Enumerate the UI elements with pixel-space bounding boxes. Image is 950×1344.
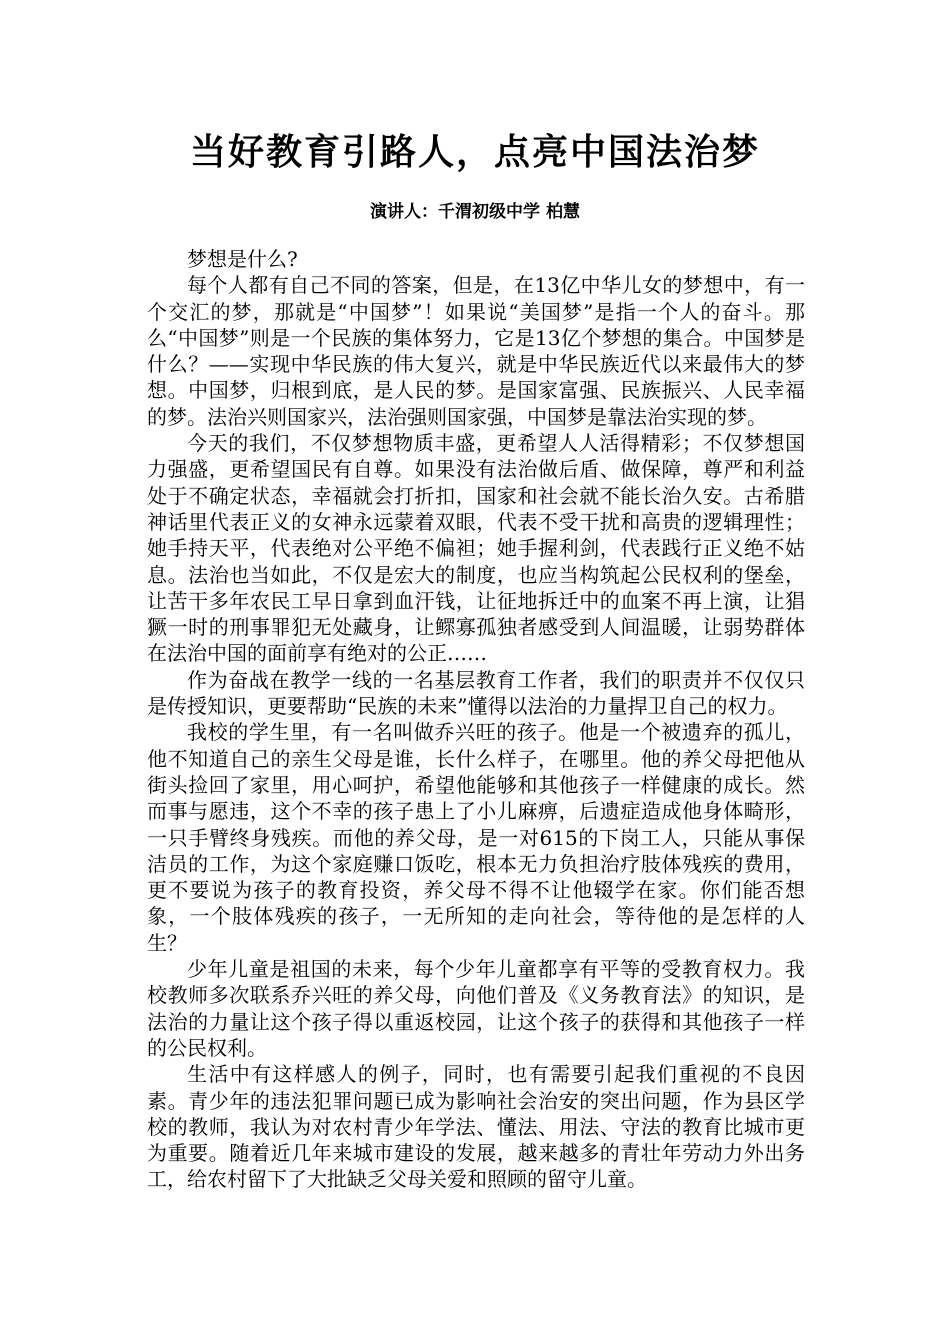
paragraph-educator-duty: 作为奋战在教学一线的一名基层教育工作者，我们的职责并不仅仅只是传授知识，更要帮助“民族的未来”懂得以法治的力量捍卫自己的权力。	[147, 667, 805, 719]
speaker-byline: 演讲人：千渭初级中学 柏慧	[370, 202, 580, 222]
paragraph-china-dream: 每个人都有自己不同的答案，但是，在13亿中华儿女的梦想中，有一个交汇的梦，那就是“中国梦”！如果说“美国梦”是指一个人的奋斗。那么“中国梦”则是一个民族的集体努力，它是13亿个梦想的集合。中国梦是什么？——实现中华民族的伟大复兴，就是中华民族近代以来最伟大的梦想。中国梦，归根到底，是人民的梦。是国家富强、民族振兴、人民幸福的梦。法治兴则国家兴，法治强则国家强，中国梦是靠法治实现的梦。	[147, 273, 805, 429]
speech-body	[147, 246, 805, 1193]
speech-title: 当好教育引路人，点亮中国法治梦	[189, 131, 760, 173]
paragraph-education-right: 少年儿童是祖国的未来，每个少年儿童都享有平等的受教育权力。我校教师多次联系乔兴旺的养父母，向他们普及《义务教育法》的知识，是法治的力量让这个孩子得以重返校园，让这个孩子的获得和其他孩子一样的公民权利。	[147, 957, 805, 1060]
paragraph-question: 梦想是什么?	[187, 247, 298, 271]
paragraph-juvenile-issues: 生活中有这样感人的例子，同时，也有需要引起我们重视的不良因素。青少年的违法犯罪问题已成为影响社会治安的突出问题，作为县区学校的教师，我认为对农村青少年学法、懂法、用法、守法的教育比城市更为重要。随着近几年来城市建设的发展，越来越多的青壮年劳动力外出务工，给农村留下了大批缺乏父母关爱和照顾的留守儿童。	[147, 1062, 805, 1192]
paragraph-rule-of-law: 今天的我们，不仅梦想物质丰盛，更希望人人活得精彩；不仅梦想国力强盛，更希望国民有自尊。如果没有法治做后盾、做保障，尊严和利益处于不确定状态，幸福就会打折扣，国家和社会就不能长治久安。古希腊神话里代表正义的女神永远蒙着双眼，代表不受干扰和高贵的逻辑理性；她手持天平，代表绝对公平绝不偏袒；她手握利剑，代表践行正义绝不姑息。法治也当如此，不仅是宏大的制度，也应当构筑起公民权利的堡垒，让苦干多年农民工早日拿到血汗钱，让征地拆迁中的血案不再上演，让猖獗一时的刑事罪犯无处藏身，让鳏寡孤独者感受到人间温暖，让弱势群体在法治中国的面前享有绝对的公正……	[147, 431, 805, 666]
paragraph-student-story: 我校的学生里，有一名叫做乔兴旺的孩子。他是一个被遗弃的孤儿，他不知道自己的亲生父母是谁，长什么样子，在哪里。他的养父母把他从街头捡回了家里，用心呵护，希望他能够和其他孩子一样健康的成长。然而事与愿违，这个不幸的孩子患上了小儿麻痹，后遗症造成他身体畸形，一只手臂终身残疾。而他的养父母，是一对615的下岗工人，只能从事保洁员的工作，为这个家庭赚口饭吃，根本无力负担治疗肢体残疾的费用，更不要说为孩子的教育投资，养父母不得不让他辍学在家。你们能否想象，一个肢体残疾的孩子，一无所知的走向社会，等待他的是怎样的人生？	[147, 720, 805, 955]
